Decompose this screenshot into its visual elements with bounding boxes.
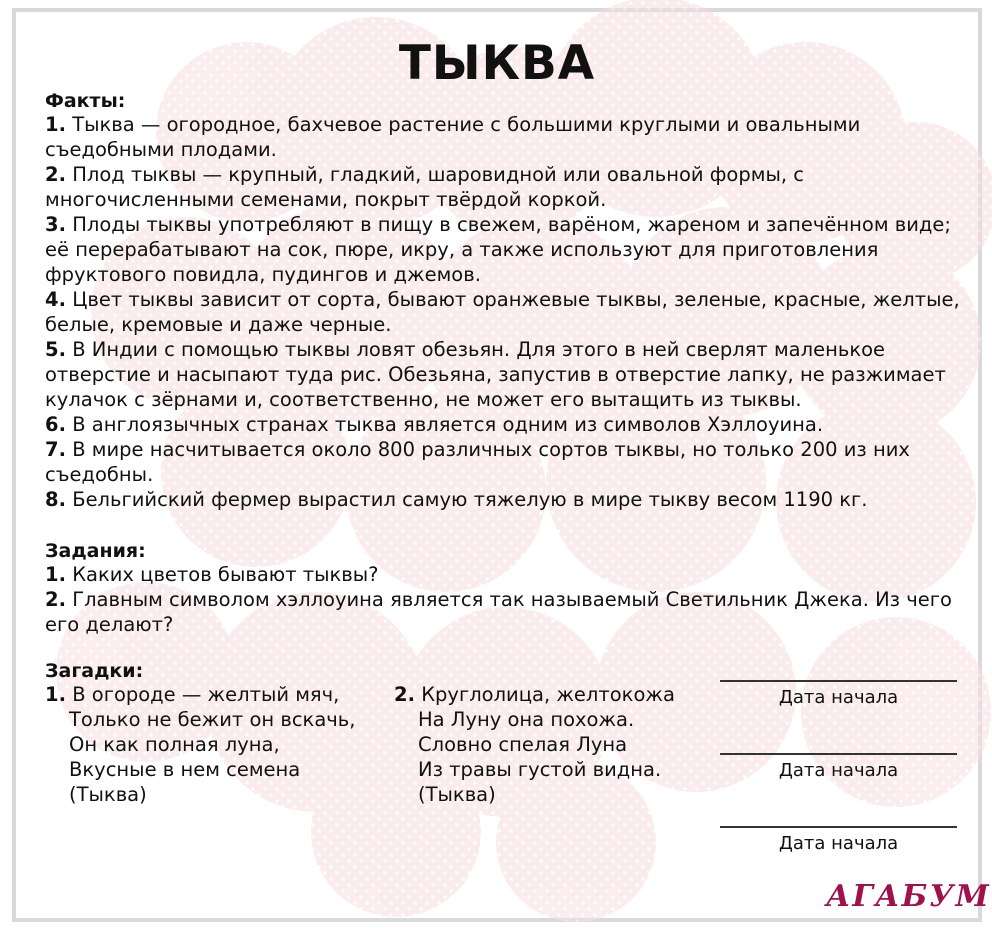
fact-item: 7. В мире насчитывается около 800 различных сортов тыквы, но только 200 из них съедобны. bbox=[45, 438, 910, 486]
worksheet-frame bbox=[12, 8, 991, 922]
riddles-heading: Загадки: bbox=[45, 660, 144, 682]
tasks-heading: Задания: bbox=[45, 540, 146, 562]
facts-heading: Факты: bbox=[45, 90, 126, 112]
facts-list bbox=[45, 112, 970, 512]
date-start-1[interactable] bbox=[720, 680, 957, 708]
riddle-1: 1. В огороде — желтый мяч, Только не бежит он вскачь, Он как полная луна, Вкусные в нем семена (Тыква) bbox=[45, 683, 356, 806]
date-start-2[interactable] bbox=[720, 753, 957, 781]
fact-item: 5. В Индии с помощью тыквы ловят обезьян. Для этого в ней сверлят маленькое отверстие и насыпают туда рис. Обезьяна, запустив в отверстие лапку, не разжимает кулачок с зёрнами и, соответственно, не может его вытащить из тыквы. bbox=[45, 338, 946, 411]
fact-item: 3. Плоды тыквы употребляют в пищу в свежем, варёном, жареном и запечённом виде; её перерабатывают на сок, пюре, икру, а также используют для приготовления фруктового повидла, пудингов и джемов. bbox=[45, 213, 951, 286]
date-label: Дата начала bbox=[778, 833, 899, 854]
fact-item: 6. В англоязычных странах тыква является одним из символов Хэллоуина. bbox=[45, 413, 824, 436]
agabum-logo bbox=[822, 872, 991, 916]
date-label: Дата начала bbox=[778, 687, 899, 708]
date-start-3[interactable] bbox=[720, 826, 957, 854]
fact-item: 1. Тыква — огородное, бахчевое растение с большими круглыми и овальными съедобными плодами. bbox=[45, 113, 861, 161]
task-item: 1. Каких цветов бывают тыквы? bbox=[45, 563, 379, 586]
tasks-list bbox=[45, 562, 970, 637]
page-title: ТЫКВА bbox=[398, 36, 596, 91]
fact-item: 2. Плод тыквы — крупный, гладкий, шаровидной или овальной формы, с многочисленными семенами, покрыт твёрдой коркой. bbox=[45, 163, 804, 211]
date-label: Дата начала bbox=[778, 760, 899, 781]
fact-item: 4. Цвет тыквы зависит от сорта, бывают оранжевые тыквы, зеленые, красные, желтые, белые, кремовые и даже черные. bbox=[45, 288, 960, 336]
logo-text: АГАБУМ bbox=[826, 879, 991, 914]
riddle-2: 2. Круглолица, желтокожа На Луну она похожа. Словно спелая Луна Из травы густой видна. (Тыква) bbox=[394, 683, 675, 806]
date-line bbox=[720, 680, 957, 682]
date-line bbox=[720, 753, 957, 755]
date-line bbox=[720, 826, 957, 828]
task-item: 2. Главным символом хэллоуина является так называемый Светильник Джека. Из чего его делают? bbox=[45, 588, 952, 636]
fact-item: 8. Бельгийский фермер вырастил самую тяжелую в мире тыкву весом 1190 кг. bbox=[45, 488, 868, 511]
